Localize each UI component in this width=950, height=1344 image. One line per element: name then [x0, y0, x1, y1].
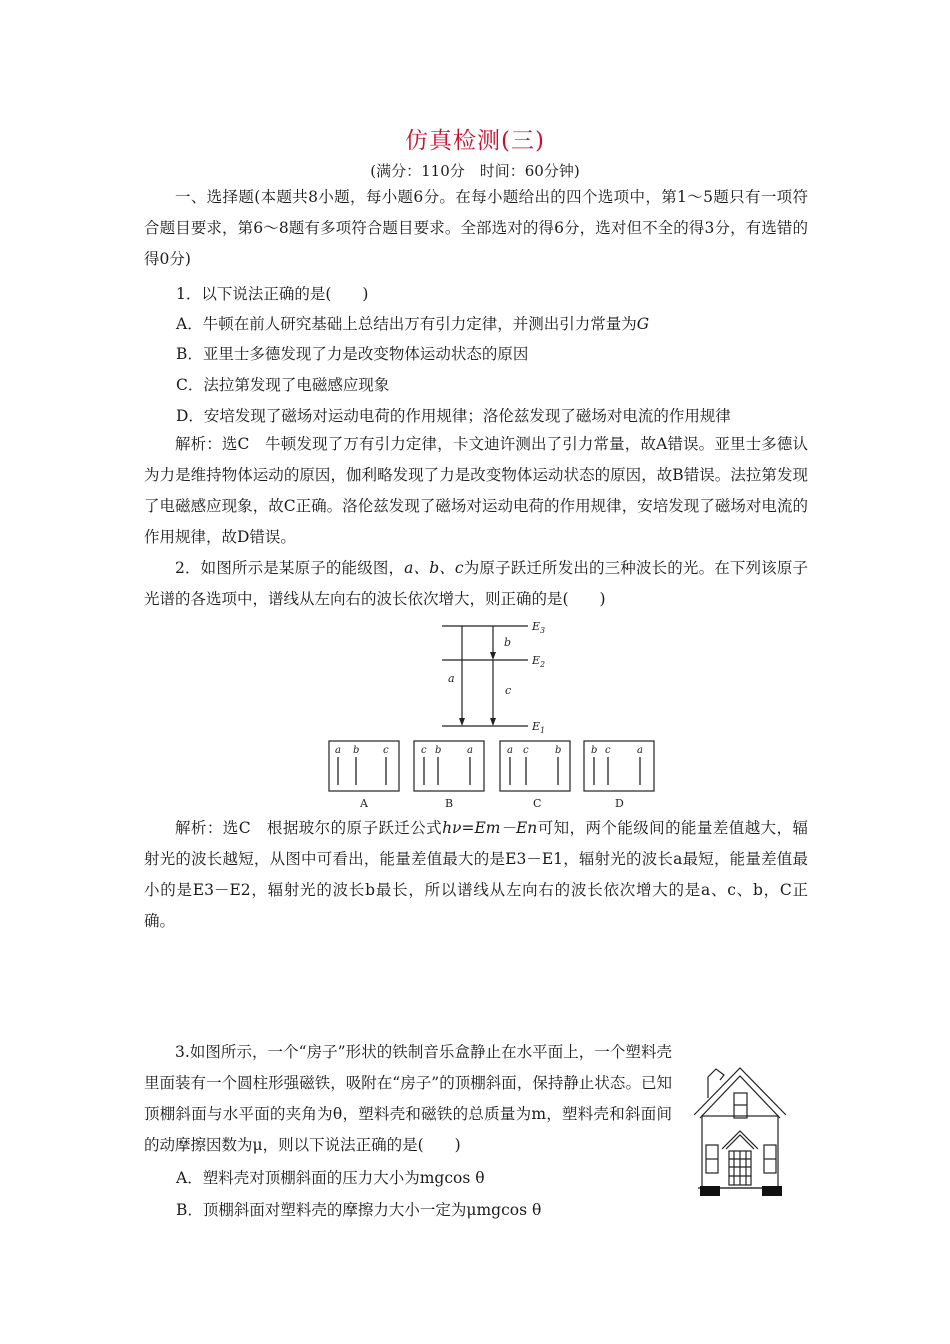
porch-roof [722, 1131, 758, 1149]
right-foot [762, 1186, 782, 1196]
opt-d-line3: a [637, 745, 643, 756]
opt-b-line1: c [421, 745, 427, 756]
q3-option-b: B．顶棚斜面对塑料壳的摩擦力大小一定为μmgcos θ [176, 1201, 542, 1219]
opt-c-line1: a [507, 745, 513, 756]
option-box-a [329, 741, 399, 810]
page-subtitle: (满分：110分 时间：60分钟) [370, 162, 580, 180]
label-a: a [448, 672, 455, 685]
opt-b-line2: b [435, 745, 442, 756]
house-chimney [708, 1069, 724, 1098]
q2-analysis [144, 813, 808, 937]
q2-stem-vars: a、b、c [404, 559, 464, 577]
opt-a-line1: a [335, 745, 341, 756]
q1-option-a-text: A．牛顿在前人研究基础上总结出万有引力定律，并测出引力常量为 [176, 315, 637, 333]
q3-option-a: A．塑料壳对顶棚斜面的压力大小为mgcos θ [176, 1169, 485, 1187]
q1-option-a-symbol: G [636, 315, 650, 333]
opt-a-line2: b [353, 745, 360, 756]
left-foot [700, 1186, 720, 1196]
music-box-house-figure [688, 1063, 808, 1198]
opt-b-label: B [445, 797, 454, 810]
label-c: c [505, 684, 512, 697]
q2-analysis-1: 解析：选C 根据玻尔的原子跃迁公式 [175, 819, 443, 837]
q2-formula: hν=Em－En [442, 819, 538, 837]
opt-a-label: A [360, 797, 368, 810]
q1-option-b: B．亚里士多德发现了力是改变物体运动状态的原因 [176, 345, 529, 363]
opt-c-line2: c [523, 745, 529, 756]
option-box-b [414, 741, 484, 810]
q1-stem: 1．以下说法正确的是( ) [176, 285, 369, 303]
q1-option-d: D．安培发现了磁场对运动电荷的作用规律；洛伦兹发现了磁场对电流的作用规律 [176, 407, 731, 425]
q2-stem-b: 为原子跃迁所发出的三种波长的光。在下列该原子光谱的各选项中，谱线从左向右的波长依次增大，则正确的是( ) [144, 559, 808, 608]
label-e3: $E_3$ [532, 620, 546, 635]
q1-option-a [176, 312, 649, 334]
q1-analysis: 解析：选C 牛顿发现了万有引力定律，卡文迪许测出了引力常量，故A错误。亚里士多德认为力是维持物体运动的原因，伽利略发现了力是改变物体运动状态的原因，故B错误。法拉第发现了电磁感应现象，故C正确。洛伦兹发现了磁场对运动电荷的作用规律，安培发现了磁场对电流的作用规律，故D错误。 [144, 435, 808, 546]
opt-d-line2: c [605, 745, 611, 756]
label-b: b [504, 636, 512, 649]
option-box-d [584, 741, 654, 810]
q3-stem: 3.如图所示，一个“房子”形状的铁制音乐盒静止在水平面上，一个塑料壳里面装有一个圆柱形强磁铁，吸附在“房子”的顶棚斜面，保持静止状态。已知顶棚斜面与水平面的夹角为θ，塑料壳和磁铁的总质量为m，塑料壳和斜面间的动摩擦因数为μ，则以下说法正确的是( ) [144, 1043, 672, 1154]
arrow-c-head [490, 718, 496, 726]
option-box-c [500, 741, 570, 810]
label-e2: $E_2$ [532, 654, 546, 669]
q1-option-c: C．法拉第发现了电磁感应现象 [176, 376, 390, 394]
q2-stem [144, 553, 808, 615]
energy-level-diagram [0, 612, 950, 812]
label-e1: $E_1$ [532, 720, 546, 735]
opt-d-label: D [615, 797, 624, 810]
opt-c-line3: b [555, 745, 562, 756]
section-intro: 一、选择题(本题共8小题，每小题6分。在每小题给出的四个选项中，第1～5题只有一项符合题目要求，第6～8题有多项符合题目要求。全部选对的得6分，选对但不全的得3分，有选错的得0分) [144, 188, 808, 268]
page-title: 仿真检测(三) [405, 128, 545, 154]
opt-b-line3: a [467, 745, 473, 756]
q2-stem-a: 2．如图所示是某原子的能级图， [175, 559, 405, 577]
opt-c-label: C [533, 797, 542, 810]
opt-a-line3: c [383, 745, 389, 756]
opt-d-line1: b [591, 745, 598, 756]
q2-analysis-2: 可知，两个能级间的能量差值越大，辐射光的波长越短，从图中可看出，能量差值最大的是E3－E1，辐射光的波长a最短，能量差值最小的是E3－E2，辐射光的波长b最长，所以谱线从左向右的波长依次增大的是a、c、b，C正确。 [144, 819, 808, 930]
arrow-b-head [490, 652, 496, 660]
arrow-a-head [459, 718, 465, 726]
